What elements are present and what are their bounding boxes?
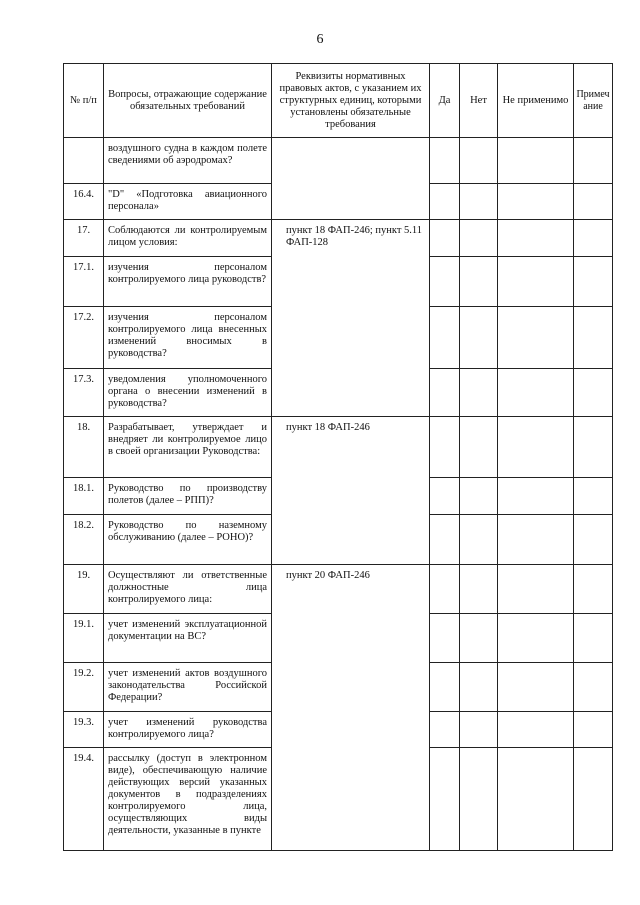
cell-yes[interactable] — [430, 369, 460, 417]
header-question: Вопросы, отражающие содержание обязательных требований — [104, 64, 272, 138]
cell-na[interactable] — [498, 257, 574, 307]
cell-no[interactable] — [460, 369, 498, 417]
cell-no[interactable] — [460, 478, 498, 515]
row-num: 17.2. — [64, 307, 104, 369]
header-na: Не применимо — [498, 64, 574, 138]
row-num: 18.1. — [64, 478, 104, 515]
row-num: 19.3. — [64, 712, 104, 748]
cell-na[interactable] — [498, 565, 574, 614]
cell-na[interactable] — [498, 614, 574, 663]
cell-note[interactable] — [574, 369, 613, 417]
cell-no[interactable] — [460, 417, 498, 478]
header-note: Примечание — [574, 64, 613, 138]
cell-na[interactable] — [498, 417, 574, 478]
table-row — [64, 138, 613, 184]
row-question: учет изменений эксплуатационной документации на ВС? — [104, 614, 272, 663]
cell-note[interactable] — [574, 478, 613, 515]
cell-no[interactable] — [460, 515, 498, 565]
cell-note[interactable] — [574, 515, 613, 565]
cell-na[interactable] — [498, 748, 574, 851]
row-question: Соблюдаются ли контролируемым лицом условия: — [104, 220, 272, 257]
cell-note[interactable] — [574, 138, 613, 184]
row-question: учет изменений актов воздушного законодательства Российской Федерации? — [104, 663, 272, 712]
row-question: Разрабатывает, утверждает и внедряет ли контролируемое лицо в своей организации Руководства: — [104, 417, 272, 478]
cell-na[interactable] — [498, 184, 574, 220]
row-num: 19. — [64, 565, 104, 614]
cell-no[interactable] — [460, 614, 498, 663]
row-question: воздушного судна в каждом полете сведениями об аэродромах? — [104, 138, 272, 184]
row-num: 17.1. — [64, 257, 104, 307]
cell-no[interactable] — [460, 712, 498, 748]
checklist-table — [63, 63, 613, 851]
row-num: 19.1. — [64, 614, 104, 663]
row-question: Руководство по наземному обслуживанию (далее – РОНО)? — [104, 515, 272, 565]
row-question: Осуществляют ли ответственные должностные лица контролируемого лица: — [104, 565, 272, 614]
row-requisites — [272, 138, 430, 220]
cell-na[interactable] — [498, 712, 574, 748]
cell-yes[interactable] — [430, 712, 460, 748]
cell-na[interactable] — [498, 220, 574, 257]
row-question: изучения персоналом контролируемого лица внесенных изменений вносимых в руководства? — [104, 307, 272, 369]
header-no: Нет — [460, 64, 498, 138]
row-requisites: пункт 20 ФАП-246 — [272, 565, 430, 851]
row-num: 19.4. — [64, 748, 104, 851]
cell-no[interactable] — [460, 138, 498, 184]
cell-note[interactable] — [574, 712, 613, 748]
cell-note[interactable] — [574, 614, 613, 663]
cell-no[interactable] — [460, 748, 498, 851]
cell-na[interactable] — [498, 478, 574, 515]
cell-no[interactable] — [460, 257, 498, 307]
cell-note[interactable] — [574, 663, 613, 712]
cell-note[interactable] — [574, 257, 613, 307]
row-question: рассылку (доступ в электронном виде), обеспечивающую наличие действующих версий указанных документов в подразделениях контролируемого лица, осуществляющих виды деятельности, указанные в пункте — [104, 748, 272, 851]
row-question: учет изменений руководства контролируемого лица? — [104, 712, 272, 748]
table-header-row — [64, 64, 613, 138]
cell-yes[interactable] — [430, 417, 460, 478]
row-num: 17. — [64, 220, 104, 257]
table-row — [64, 220, 613, 257]
row-num: 18.2. — [64, 515, 104, 565]
cell-yes[interactable] — [430, 257, 460, 307]
header-requisites: Реквизиты нормативных правовых актов, с указанием их структурных единиц, которыми установлены обязательные требования — [272, 64, 430, 138]
row-num: 19.2. — [64, 663, 104, 712]
cell-note[interactable] — [574, 307, 613, 369]
cell-na[interactable] — [498, 307, 574, 369]
cell-yes[interactable] — [430, 748, 460, 851]
cell-na[interactable] — [498, 138, 574, 184]
table-row — [64, 417, 613, 478]
table-row — [64, 565, 613, 614]
row-num: 17.3. — [64, 369, 104, 417]
cell-note[interactable] — [574, 417, 613, 478]
row-question: уведомления уполномоченного органа о внесении изменений в руководства? — [104, 369, 272, 417]
cell-yes[interactable] — [430, 565, 460, 614]
cell-yes[interactable] — [430, 515, 460, 565]
cell-yes[interactable] — [430, 614, 460, 663]
cell-yes[interactable] — [430, 220, 460, 257]
row-question: "D" «Подготовка авиационного персонала» — [104, 184, 272, 220]
cell-no[interactable] — [460, 307, 498, 369]
row-requisites: пункт 18 ФАП-246; пункт 5.11 ФАП-128 — [272, 220, 430, 417]
cell-no[interactable] — [460, 184, 498, 220]
cell-yes[interactable] — [430, 478, 460, 515]
cell-yes[interactable] — [430, 138, 460, 184]
row-requisites: пункт 18 ФАП-246 — [272, 417, 430, 565]
cell-note[interactable] — [574, 184, 613, 220]
row-num: 18. — [64, 417, 104, 478]
cell-note[interactable] — [574, 565, 613, 614]
cell-yes[interactable] — [430, 307, 460, 369]
row-num: 16.4. — [64, 184, 104, 220]
cell-na[interactable] — [498, 515, 574, 565]
cell-na[interactable] — [498, 369, 574, 417]
cell-no[interactable] — [460, 220, 498, 257]
cell-yes[interactable] — [430, 663, 460, 712]
page-number: 6 — [316, 32, 324, 47]
row-question: изучения персоналом контролируемого лица руководств? — [104, 257, 272, 307]
row-question: Руководство по производству полетов (далее – РПП)? — [104, 478, 272, 515]
cell-note[interactable] — [574, 748, 613, 851]
header-yes: Да — [430, 64, 460, 138]
header-num: № п/п — [64, 64, 104, 138]
cell-note[interactable] — [574, 220, 613, 257]
cell-yes[interactable] — [430, 184, 460, 220]
cell-na[interactable] — [498, 663, 574, 712]
row-num — [64, 138, 104, 184]
cell-no[interactable] — [460, 663, 498, 712]
cell-no[interactable] — [460, 565, 498, 614]
